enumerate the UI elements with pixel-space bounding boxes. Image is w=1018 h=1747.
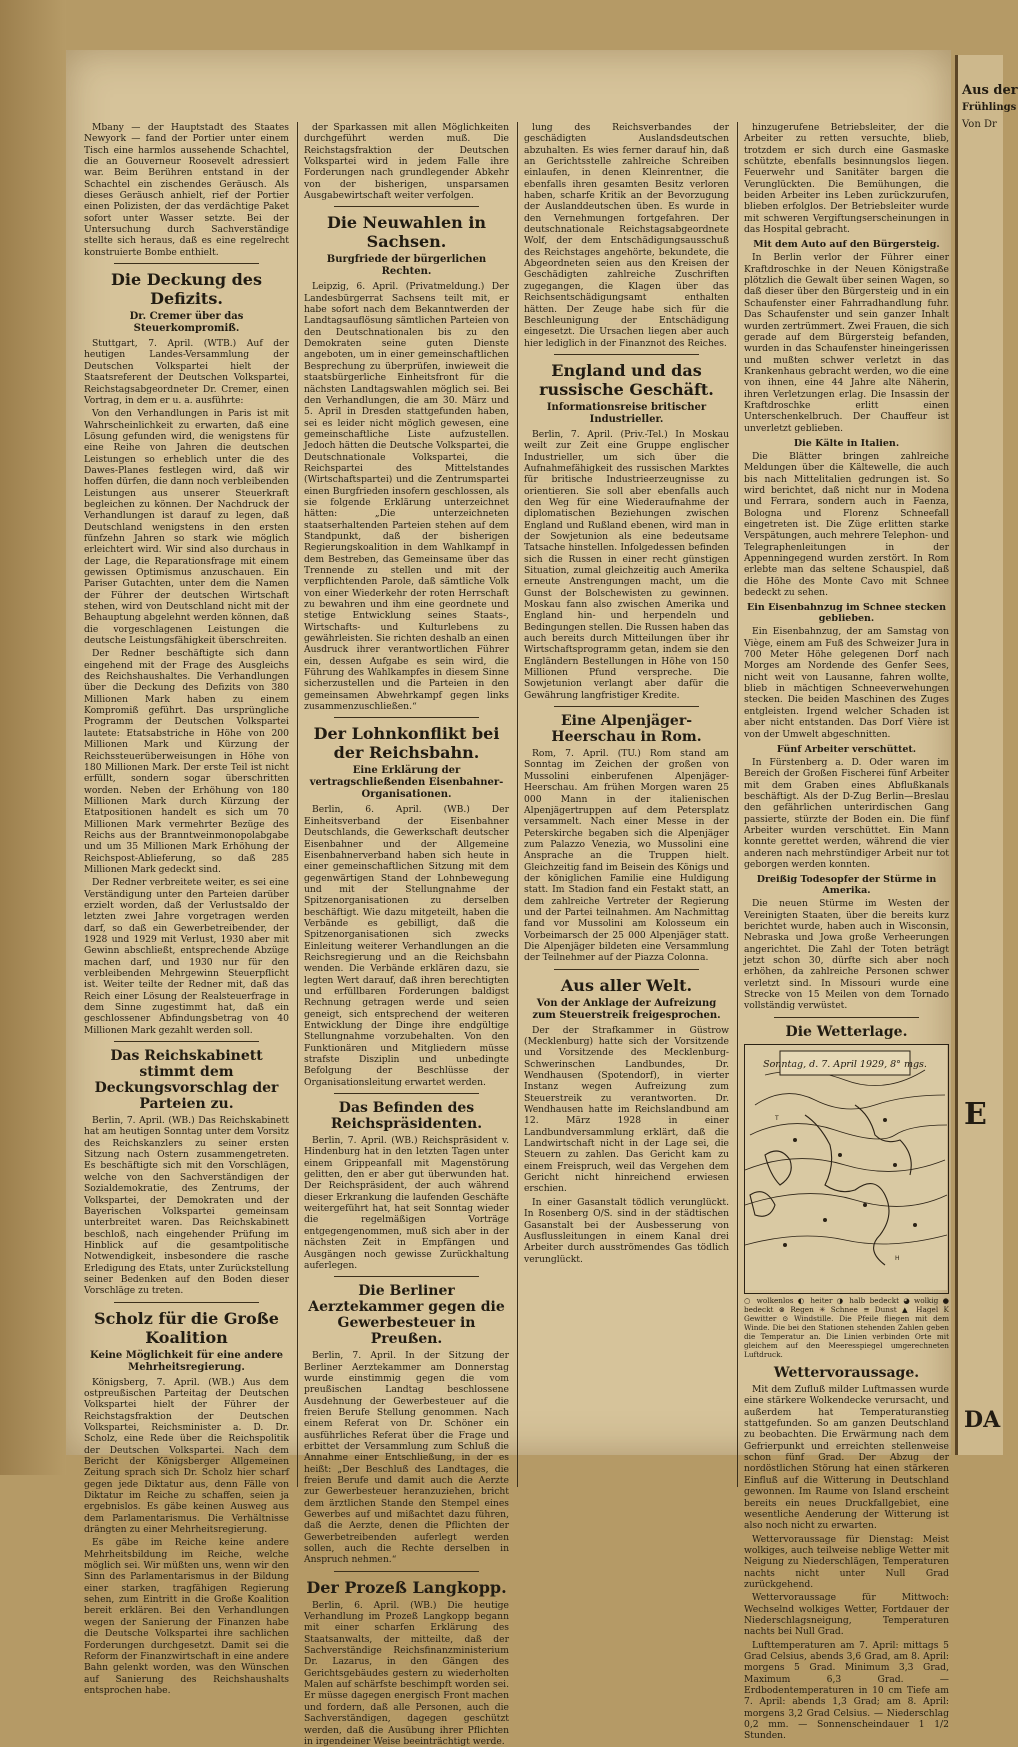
paragraph: Es gäbe im Reiche keine andere Mehrheitsbildung im Reiche, welche möglich sei. Wir müßten uns, wenn wir den Sinn des Parlamentarismus in der Bildung einer starken, tragfähigen Regierung sehen, zum Eintritt in die Große Koalition bereit erklären. Bei den Verhandlungen wegen der Sanierung der Finanzen habe die Deutsche Volkspartei ihre sachlichen Forderungen durchgesetzt. Damit sei die Reform der Finanzwirtschaft in eine andere Bahn gelenkt worden, was den Wünschen auf Sanierung des Reichshaushalts entsprochen habe. — [84, 1537, 289, 1696]
column-2 — [304, 122, 509, 1747]
headline-wettervoraussage: Wettervoraussage. — [773, 1365, 920, 1382]
headline-aus-aller-welt: Aus aller Welt. — [560, 975, 693, 995]
subheadline: Dr. Cremer über das Steuerkompromiß. — [129, 311, 244, 335]
paragraph: Der Redner beschäftigte sich dann eingehend mit der Frage des Ausgleichs des Reichshaushaltes. Die Verhandlungen über die Deckung des Defizits von 380 Millionen Mark haben zu einem Kompromiß geführt. Das ursprüngliche Programm der Deutschen Volkspartei lautete: Etatsabstriche in Höhe von 200 Millionen Mark und Kürzung der Reichssteuerüberweisungen in Höhe von 180 Millionen Mark. Der erste Teil ist nicht erfüllt, sondern sogar überschritten worden. Neben der Erhöhung von 180 Millionen Mark durch Kürzung der Etatpositionen handelt es sich um 70 Millionen Mark vermehrter Bezüge des Reichs aus der Branntweinmonopolabgabe und um 35 Millionen Mark Erhöhung der Reichspost-Ablieferung, so daß 285 Millionen Mark gedeckt sind. — [84, 648, 289, 875]
divider — [774, 1017, 919, 1018]
article-intro: lung des Reichsverbandes der geschädigten Auslandsdeutschen abzuhalten. Es wies ferner darauf hin, daß an Gerichtsstelle zahlreiche Schreiben einlaufen, in denen Kleinrentner, die ebenfalls ihren gesamten Besitz verloren haben, scharfe Kritik an der Bevorzugung der Auslanddeutschen üben. Es wurde in den Vernehmungen fortgefahren. Der deutschnationale Reichstagsabgeordnete Wolf, der dem Entschädigungsausschuß des Reichstages angehörte, bekundete, die Abgeordneten seien aus den Kreisen der Geschädigten zahlreiche Zuschriften zugegangen, die Klagen über das Reichsentschädigungsamt enthalten hätten. Der Zeuge habe sich für die Beschleunigung der Entschädigung eingesetzt. Die Ursachen liegen aber auch hier lediglich in der Finanznot des Reiches. — [524, 122, 729, 349]
column-rule — [297, 122, 298, 1487]
paragraph: Die Blätter bringen zahlreiche Meldungen über die Kältewelle, die auch bis nach Mittelitalien gedrungen ist. So wird berichtet, daß nicht nur in Modena und Ferrara, sondern auch in Faenza, Bologna und Florenz Schneefall eingetreten ist. Die Züge erlitten starke Verspätungen, auch mehrere Telephon- und Telegraphenleitungen in der Appenningegend wurden zerstört. In Rom erlebte man das seltene Schauspiel, daß die Höhe des Monte Cavo mit Schnee bedeckt zu sehen. — [744, 450, 949, 599]
article-intro: Mbany — der Hauptstadt des Staates Newyork — fand der Portier unter einem Tisch eine harmlos aussehende Schachtel, die an Gouverneur Roosevelt adressiert war. Beim Berühren entstand in der Schachtel ein zischendes Geräusch. Als dieses Geräusch anhielt, rief der Portier einen Polizisten, der das verdächtige Paket sofort unter Wasser setzte. Bei der Untersuchung durch Sachverständige stellte sich heraus, daß es eine regelrecht konstruierte Bombe enthielt. — [84, 122, 289, 258]
headline-lohnkonflikt: Der Lohnkonflikt bei der Reichsbahn. — [313, 724, 500, 763]
paragraph: In einer Gasanstalt tödlich verunglückt. In Rosenberg O/S. sind in der städtischen Gasanstalt bei der Ausbesserung von Ausflussleitungen in einem Kanal drei Arbeiter durch ausströmendes Gas tödlich verunglückt. — [524, 1196, 729, 1265]
headline-alpenjaeger: Eine Alpenjäger-Heerschau in Rom. — [551, 713, 702, 746]
paragraph: Berlin, 6. April. (WB.) Die heutige Verhandlung im Prozeß Langkopp begann mit einer scharfen Erklärung des Staatsanwalts, der mitteilte, daß der Sachverständige Reichsfinanzministerium Dr. Lazarus, in den Gängen des Gerichtsgebäudes gestern zu wiederholten Malen auf schärfste beschimpft worden sei. Er müsse dagegen energisch Front machen und fordern, daß alle Personen, auch die Sachverständigen, dagegen geschützt werden, daß die Ausübung ihrer Pflichten in irgendeiner Weise beeinträchtigt werde. — [304, 1599, 509, 1747]
column-rule — [737, 122, 738, 1487]
paragraph: Stuttgart, 7. April. (WTB.) Auf der heutigen Landes-Versammlung der Deutschen Volkspartei hielt der Staatsreferent der Deutschen Volkspartei, Reichstagsabgeordneter Dr. Cremer, einen Vortrag, in dem er u. a. ausführte: — [84, 338, 289, 406]
paragraph: Berlin, 6. April. (WB.) Der Einheitsverband der Eisenbahner Deutschlands, die Gewerkschaft deutscher Eisenbahner und der Allgemeine Eisenbahnerverband haben sich heute in einer gemeinschaftlichen Sitzung mit dem gegenwärtigen Stand der Lohnbewegung und mit der Stellungnahme der Spitzenorganisationen zu derselben beschäftigt. Wie dazu mitgeteilt, haben die Verbände es gebilligt, daß die Spitzenorganisationen sich zwecks Einleitung weiterer Verhandlungen an die Reichsregierung und an die Reichsbahn wenden. Die Verbände erklären dazu, sie legten Wert darauf, daß ihren berechtigten und erfüllbaren Forderungen baldigst Rechnung getragen werde und seien geneigt, sich entsprechend der weiteren Entwicklung der Dinge ihre endgültige Stellungnahme vorzubehalten. Von den Funktionären und Mitgliedern müsse strafste Disziplin und unbedingte Befolgung der Beschlüsse der Organisationsleitung erwartet werden. — [304, 804, 509, 1088]
paragraph: Ein Eisenbahnzug, der am Samstag von Viège, einem am Fuß des Schweizer Jura in 700 Meter Höhe gelegenen Dorf nach Morges am Nordende des Genfer Sees, nicht weit von Lausanne, fahren wollte, blieb in mächtigen Schneeverwehungen stecken. Die beiden Maschinen des Zuges entgleisten. Irgend welcher Schaden ist aber nicht entstanden. Das Dorf Vière ist von der Umwelt abgeschnitten. — [744, 626, 949, 740]
divider — [114, 1041, 259, 1042]
divider — [554, 706, 699, 707]
headline-auto-buergersteig: Mit dem Auto auf den Bürgersteig. — [753, 239, 940, 251]
subheadline: Keine Möglichkeit für eine andere Mehrheitsregierung. — [90, 1349, 283, 1373]
paragraph: Wettervoraussage für Mittwoch: Wechselnd wolkiges Wetter, Fortdauer der Niederschlagsneigung, Temperaturen nachts bei Null Grad. — [744, 1592, 949, 1638]
paragraph: Königsberg, 7. April. (WB.) Aus dem ostpreußischen Parteitag der Deutschen Volkspartei hielt der Führer der Reichstagsfraktion der Deutschen Volkspartei, Reichsminister a. D. Dr. Scholz, eine Rede über die Reichspolitik der Deutschen Volkspartei. Nach dem Bericht der Königsberger Allgemeinen Zeitung sprach sich Dr. Scholz hier scharf gegen jede Diktatur aus, denn Fälle von Diktatur im Reiche zu schaffen, seien ja ergebnislos. Es gäbe keinen Ausweg aus dem Parlamentarismus. Die Verhältnisse drängten zu einer Mehrheitsregierung. — [84, 1376, 289, 1536]
headline-england-russland: England und das russische Geschäft. — [539, 360, 714, 399]
subheadline: Eine Erklärung der vertragschließenden Eisenbahner-Organisationen. — [309, 765, 504, 801]
headline-arbeiter-verschuettet: Fünf Arbeiter verschüttet. — [776, 743, 917, 755]
strip-large-letter: E — [964, 1097, 987, 1132]
headline-neuwahlen-sachsen: Die Neuwahlen in Sachsen. — [326, 213, 487, 252]
svg-text:T: T — [775, 1114, 779, 1122]
article-intro: der Sparkassen mit allen Möglichkeiten durchgeführt werden muß. Die Reichstagsfraktion der Deutschen Volkspartei wird in jedem Falle ihre Forderungen nach grundlegender Abkehr von der bisherigen, unsparsamen Ausgabewirtschaft weiter verfolgen. — [304, 122, 509, 202]
paragraph: Wettervoraussage für Dienstag: Meist wolkiges, auch teilweise neblige Wetter mit Neigung zu Niederschlägen, Temperaturen nachts nicht unter Null Grad zurückgehend. — [744, 1533, 949, 1590]
subheadline: Von der Anklage der Aufreizung zum Steuerstreik freigesprochen. — [532, 997, 721, 1021]
divider — [114, 263, 259, 264]
headline-kaelte-italien: Die Kälte in Italien. — [793, 437, 900, 449]
headline-reichspraesident: Das Befinden des Reichspräsidenten. — [330, 1100, 483, 1133]
divider — [334, 717, 479, 718]
divider — [554, 969, 699, 970]
paragraph: Rom, 7. April. (TU.) Rom stand am Sonntag im Zeichen der großen von Mussolini einberufenen Alpenjäger-Heerschau. Am frühen Morgen waren 25 000 Mann in der italienischen Alpenjägertruppen auf dem Petersplatz versammelt. Nach einer Messe in der Peterskirche begaben sich die Alpenjäger zum Palazzo Venezia, wo Mussolini eine Ansprache an die Truppen hielt. Gleichzeitig fand im Beisein des Königs und der königlichen Familie eine Huldigung statt. Im Stadion fand ein Festakt statt, an dem zahlreiche Vertreter der Regierung und der Partei teilnahmen. Am Nachmittag fand vor Mussolini am Kolosseum ein Vorbeimarsch der 25 000 Alpenjäger statt. Die Alpenjäger bildeten eine Versammlung der Teilnehmer auf der Piazza Colonna. — [524, 748, 729, 964]
divider — [334, 1571, 479, 1572]
headline-scholz: Scholz für die Große Koalition — [94, 1308, 279, 1347]
strip-byline: Von Dr — [962, 119, 997, 130]
divider — [114, 1302, 259, 1303]
svg-text:H: H — [895, 1254, 900, 1262]
paragraph: Mit dem Zufluß milder Luftmassen wurde eine stärkere Wolkendecke verursacht, und außerdem hat Temperaturanstieg stattgefunden. So am ganzen Deutschland zu beobachten. Die Erwärmung nach dem Gefrierpunkt und erreichten stellenweise schon fünf Grad. Der Abzug der nordöstlichen Störung hat einen stärkeren Einfluß auf die Witterung in Deutschland gewonnen. Im Raume von Island erscheint bereits ein neues Druckfallgebiet, eine wesentliche Aenderung der Witterung ist also noch nicht zu erwarten. — [744, 1384, 949, 1532]
column-4 — [744, 122, 949, 1742]
paragraph: Berlin, 7. April. (WB.) Reichspräsident v. Hindenburg hat in den letzten Tagen unter einem Grippeanfall mit Magenstörung gelitten, den er aber gut überwunden hat. Der Reichspräsident, der auch während dieser Erkrankung die laufenden Geschäfte weitergeführt hat, hat seit Sonntag wieder die regelmäßigen Vorträge entgegengenommen, muß sich aber in der nächsten Zeit in Empfängen und Ausgängen noch gewisse Zurückhaltung auferlegen. — [304, 1135, 509, 1271]
headline-eisenbahnzug: Ein Eisenbahnzug im Schnee stecken geblieben. — [747, 602, 946, 625]
paragraph: Leipzig, 6. April. (Privatmeldung.) Der Landesbürgerrat Sachsens teilt mit, er habe sofort nach dem Bekanntwerden der Landtagsauflösung sämtlichen Parteien von den Deutschnationalen bis zu den Demokraten seine guten Dienste angeboten, um in einer gemeinschaftlichen Besprechung zu überprüfen, inwieweit die staatsbürgerliche Einheitsfront für die nächsten Landtagswahlen möglich sei. Bei den Verhandlungen, die am 30. März und 5. April in Dresden stattgefunden haben, sei es leider nicht möglich gewesen, eine gemeinschaftliche Liste aufzustellen. Jedoch hätten die Deutsche Volkspartei, die Deutschnationale Volkspartei, die Reichspartei des Mittelstandes (Wirtschaftspartei) und die Zentrumspartei einen Burgfrieden insofern geschlossen, als sie folgende Erklärung unterzeichnet hätten: „Die unterzeichneten staatserhaltenden Parteien stehen auf dem Standpunkt, daß der bisherigen Regierungskoalition in dem Wahlkampf in dem Bestreben, das Gemeinsame über das Trennende zu stellen und mit der verpflichtenden Parole, daß sämtliche Volk von einer Wiederkehr der roten Herrschaft zu bewahren und ihm eine geordnete und stetige Entwicklung seines Staats-, Wirtschafts- und Kulturlebens zu gewährleisten. Sie richten deshalb an einen Ausdruck ihrer verantwortlichen Führer ein, dessen Aufgabe es sein wird, die Führung des Wahlkampfes in diesem Sinne sicherzustellen und die Parteien in den gemeinsamen Abwehrkampf gegen links zusammenzuschließen.“ — [304, 281, 509, 713]
strip-subheading: Frühlings — [962, 102, 1017, 113]
paragraph: Berlin, 7. April. In der Sitzung der Berliner Aerztekammer am Donnerstag wurde einstimmig gegen die vom preußischen Landtag beschlossene Ausdehnung der Gewerbesteuer auf die freien Berufe Stellung genommen. Nach einem Referat von Dr. Schöner ein ausführliches Referat über die Frage und erbittet der Versammlung zum Schluß die Annahme einer Entschließung, in der es heißt: „Der Beschluß des Landtages, die freien Berufe und damit auch die Aerzte zur Gewerbesteuer heranzuziehen, bricht dem ärztlichen Stande den Stempel eines Gewerbes auf und mißachtet dazu führen, daß die Aerzte, denen die Pflichten der Gewerbetreibenden auferlegt werden sollen, auch die Rechte derselben in Anspruch nehmen.“ — [304, 1350, 509, 1566]
column-1 — [84, 122, 289, 1696]
headline-defizit: Die Deckung des Defizits. — [111, 270, 262, 309]
weather-map-stamp: Sonntag, d. 7. April 1929, 8° mgs. — [763, 1058, 927, 1070]
paragraph: In Berlin verlor der Führer einer Kraftdroschke in der Neuen Königstraße plötzlich die Gewalt über seinen Wagen, so daß dieser über den Bürgersteig und in ein Schaufenster einer Fahrradhandlung fuhr. Das Schaufenster und sein ganzer Inhalt wurden zertrümmert. Zwei Frauen, die sich gerade auf dem Bürgersteig befanden, wurden in das Schaufenster hineingerissen und mußten schwer verletzt in das Krankenhaus gebracht werden, wo die eine von ihnen, eine 44 Jahre alte Näherin, ihren Verletzungen erlag. Die Insassin der Kraftdroschke erlitt einen Unterschenkelbruch. Der Chauffeur ist unverletzt geblieben. — [744, 252, 949, 434]
headline-aerztekammer: Die Berliner Aerztekammer gegen die Gewerbesteuer in Preußen. — [308, 1283, 505, 1348]
headline-reichskabinett: Das Reichskabinett stimmt dem Deckungsvorschlag der Parteien zu. — [94, 1048, 279, 1113]
paragraph: Von den Verhandlungen in Paris ist mit Wahrscheinlichkeit zu erwarten, daß eine Lösung gefunden wird, die wenigstens für eine Reihe von Jahren die deutschen Leistungen so erheblich unter die des Dawes-Planes festlegen wird, daß wir hoffen dürfen, die dann noch verbleibenden Leistungen aus unserer Steuerkraft begleichen zu können. Der Nachdruck der Verhandlungen ist darauf zu legen, daß Deutschland wenigstens in den ersten fünfzehn Jahren so stark wie möglich erleichtert wird. Wir sind also durchaus in der Lage, die Reparationsfrage mit einem gewissen Optimismus anzuschauen. Ein Pariser Gutachten, unter dem die Namen der Führer der deutschen Wirtschaft stehen, wird von Deutschland nicht mit der Behauptung abgelehnt werden können, daß die vorgeschlagenen Leistungen die deutsche Leistungsfähigkeit überschreiten. — [84, 408, 289, 647]
weather-map-graphic — [745, 1045, 947, 1290]
paragraph: Berlin, 7. April. (WB.) Das Reichskabinett hat am heutigen Sonntag unter dem Vorsitz des Reichskanzlers zu seiner ersten Sitzung nach Ostern zusammengetreten. Es beschäftigte sich mit den Vorschlägen, welche von den Sachverständigen der Sozialdemokratie, des Zentrums, der Volkspartei, der Demokraten und der Bayerischen Volkspartei gemeinsam unterbreitet waren. Das Reichskabinett beschloß, nach eingehender Prüfung im Hinblick auf die gesamtpolitische Notwendigkeit, insbesondere die rasche Erledigung des Etats, unter Zurückstellung seiner Bedenken auf den Boden dieser Vorschläge zu treten. — [84, 1115, 289, 1297]
divider — [334, 1276, 479, 1277]
paragraph: Der der Strafkammer in Güstrow (Mecklenburg) hatte sich der Vorsitzende und Vorsitzende des Mecklenburg-Schwerinschen Landbundes, Dr. Wendhausen (Spotendorf), in vierter Instanz wegen Aufreizung zum Steuerstreik zu verantworten. Dr. Wendhausen hatte im Reichslandbund am 12. März 1928 in einer Landbundversammlung erklärt, daß die Landwirtschaft nicht in der Lage sei, die Steuern zu zahlen. Das Gericht kam zu einem Freispruch, weil das Vergehen dem Gericht nicht hinreichend erwiesen erschien. — [524, 1024, 729, 1195]
paragraph: Der Redner verbreitete weiter, es sei eine Verständigung unter den Parteien darüber erzielt worden, daß der Verlustsaldo der letzten zwei Jahre vorgetragen werden darf, so daß ein Gewerbetreibender, der 1928 und 1929 mit Verlust, 1930 aber mit Gewinn abschließt, entsprechende Abzüge machen darf, und 1930 nur für den verbleibenden Mehrgewinn Steuerpflicht ist. Weiter teilte der Redner mit, daß das Reich einer Lösung der Realsteuerfrage in dem Sinne zugestimmt hat, daß ein geschlossener Abfindungsbetrag von 40 Millionen Mark gezahlt werden soll. — [84, 877, 289, 1036]
paragraph: In Fürstenberg a. D. Oder waren im Bereich der Großen Fischerei fünf Arbeiter mit dem Graben eines Abflußkanals beschäftigt. Als der D-Zug Berlin—Breslau den gefährlichen unterirdischen Gang passierte, stürzte der Boden ein. Die fünf Arbeiter wurden verschüttet. Ein Mann konnte gerettet werden, während die vier anderen nach mehrstündiger Arbeit nur tot geborgen werden konnten. — [744, 756, 949, 870]
divider — [334, 1093, 479, 1094]
column-3 — [524, 122, 729, 1487]
headline-wetterlage: Die Wetterlage. — [785, 1023, 908, 1040]
article-intro: hinzugerufene Betriebsleiter, der die Arbeiter zu retten versuchte, blieb, trotzdem er sich durch eine Gasmaske schützte, ebenfalls besinnungslos liegen. Feuerwehr und Sanitäter bargen die Verunglückten. Die Bemühungen, die beiden Arbeiter ins Leben zurückzurufen, blieben erfolglos. Der Betriebsleiter wurde mit schweren Vergiftungserscheinungen in das Hospital gebracht. — [744, 122, 949, 236]
divider — [334, 206, 479, 207]
headline-prozess-langkopp: Der Prozeß Langkopp. — [306, 1577, 507, 1597]
subheadline: Burgfriede der bürgerlichen Rechten. — [326, 254, 487, 278]
newspaper-page — [66, 50, 951, 1747]
paragraph: Lufttemperaturen am 7. April: mittags 5 Grad Celsius, abends 3,6 Grad, am 8. April: morgens 5 Grad. Minimum 3,3 Grad, Maximum 6,3 Grad. — Erdbodentemperaturen in 10 cm Tiefe am 7. April: abends 1,3 Grad; am 8. April: morgens 3,2 Grad Celsius. — Niederschlag 0,2 mm. — Sonnenscheindauer 1 1/2 Stunden. — [744, 1639, 949, 1742]
strip-large-letters: DA — [964, 1407, 1001, 1433]
adjacent-page-strip — [955, 55, 1018, 1455]
paragraph: Die neuen Stürme im Westen der Vereinigten Staaten, über die bereits kurz berichtet wurde, haben auch in Wisconsin, Nebraska und Jowa große Verheerungen angerichtet. Die Zahl der Toten beträgt jetzt schon 30, dürfte sich aber noch erhöhen, da zahlreiche Personen schwer verletzt sind. In Missouri wurde eine Strecke von 15 Meilen von dem Tornado vollständig verwüstet. — [744, 898, 949, 1012]
column-rule — [517, 122, 518, 1487]
headline-stuerme-amerika: Dreißig Todesopfer der Stürme in Amerika. — [756, 874, 937, 897]
subheadline: Informationsreise britischer Industrieller. — [546, 401, 707, 425]
paragraph: Berlin, 7. April. (Priv.-Tel.) In Moskau weilt zur Zeit eine Gruppe englischer Industrieller, um sich über die Aufnahmefähigkeit des russischen Marktes für britische Industrieerzeugnisse zu orientieren. Sie soll aber ebenfalls auch den Weg für eine Wiederaufnahme der diplomatischen Beziehungen zwischen England und Rußland ebenen, wird man in der Sowjetunion als eine bedeutsame Tatsache hinstellen. Infolgedessen befinden sich die Russen in einer recht günstigen Situation, zumal gleichzeitig auch Amerika erneute Anstrengungen macht, um die Gunst der Bolschewisten zu gewinnen. Moskau fann also zwischen Amerika und England hin- und herpendeln und Bedingungen stellen. Die Russen haben das auch bereits durch Mitteilungen über ihr Wirtschaftsprogramm getan, indem sie den Engländern Bestellungen in Höhe von 150 Millionen Pfund verspreche. Die Sowjetunion verlangt aber dafür die Gewährung langfristiger Kredite. — [524, 428, 729, 701]
page-gutter-left — [0, 0, 66, 1475]
weather-map-legend: ○ wolkenlos ◐ heiter ◑ halb bedeckt ◕ wolkig ● bedeckt ⊗ Regen ✳ Schnee ≡ Dunst ▲ Hagel K Gewitter ⊙ Windstille. Die Pfeile fliegen mit dem Winde. Die bei den Stationen stehenden Zahlen geben die Temperatur an. Die Linien verbinden Orte mit gleichem auf den Meeresspiegel umgerechneten Luftdruck. — [744, 1296, 949, 1360]
weather-map — [744, 1044, 949, 1294]
divider — [554, 354, 699, 355]
strip-heading: Aus der — [962, 83, 1018, 98]
